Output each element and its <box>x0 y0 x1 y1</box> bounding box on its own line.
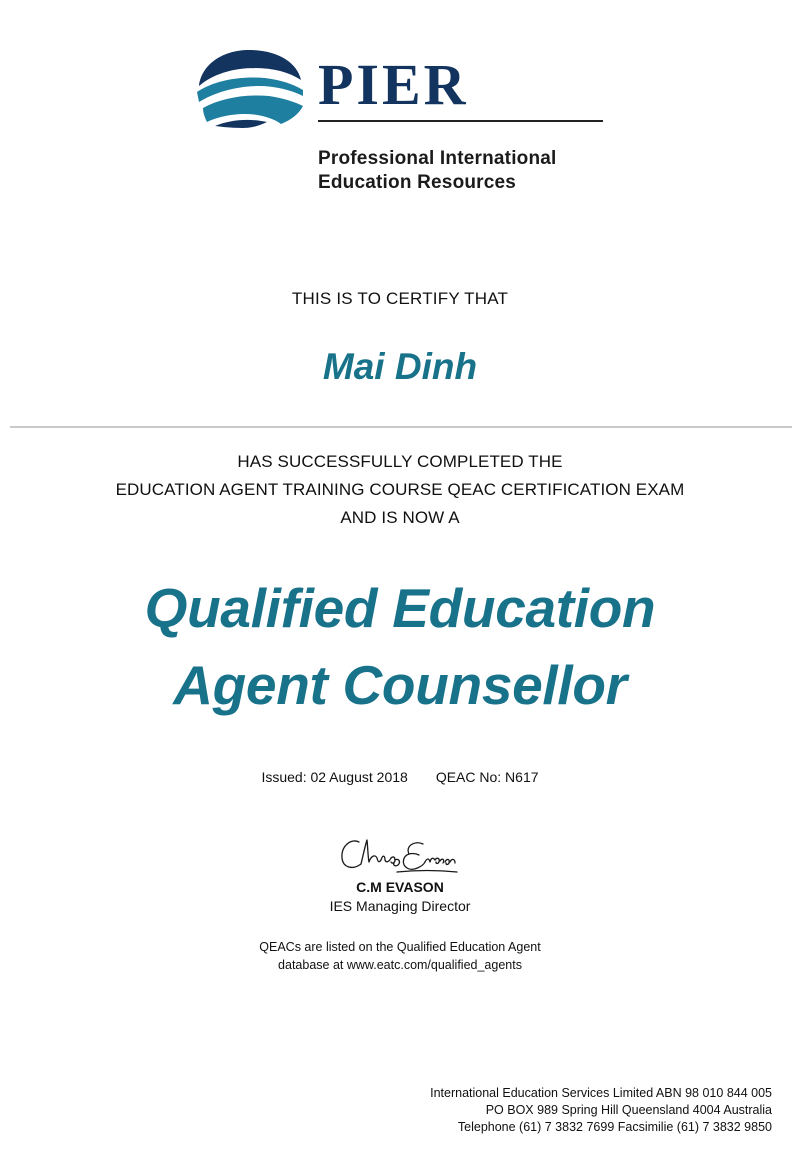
footer-company-line: International Education Services Limited ABN 98 010 844 005 <box>430 1086 772 1100</box>
completion-line3: AND IS NOW A <box>340 508 460 527</box>
listing-note-line1: QEACs are listed on the Qualified Education Agent <box>259 940 541 954</box>
completion-line2: EDUCATION AGENT TRAINING COURSE QEAC CERTIFICATION EXAM <box>115 480 685 499</box>
listing-note-line2: database at www.eatc.com/qualified_agents <box>278 958 522 972</box>
pier-wordmark: PIER <box>318 52 469 117</box>
footer-address-line: PO BOX 989 Spring Hill Queensland 4004 Australia <box>485 1103 772 1117</box>
logo-underline <box>318 120 603 122</box>
certify-heading: THIS IS TO CERTIFY THAT <box>291 289 509 308</box>
signature-image <box>337 832 459 878</box>
pier-logo-mark <box>193 46 305 128</box>
qeac-number: QEAC No: N617 <box>435 769 539 785</box>
logo-tagline-line2: Education Resources <box>318 172 517 193</box>
recipient-name: Mai Dinh <box>322 346 478 387</box>
qualification-title-line1: Qualified Education <box>144 577 656 639</box>
divider <box>10 426 792 428</box>
footer-phone-line: Telephone (61) 7 3832 7699 Facsimilie (61) 7 3832 9850 <box>457 1120 772 1134</box>
logo-tagline-line1: Professional International <box>318 148 557 169</box>
signatory-title: IES Managing Director <box>329 898 471 914</box>
issue-details <box>0 769 800 785</box>
issued-date: Issued: 02 August 2018 <box>261 769 408 785</box>
completion-line1: HAS SUCCESSFULLY COMPLETED THE <box>237 452 563 471</box>
signatory-name: C.M EVASON <box>356 879 444 895</box>
qualification-title-line2: Agent Counsellor <box>173 654 627 716</box>
